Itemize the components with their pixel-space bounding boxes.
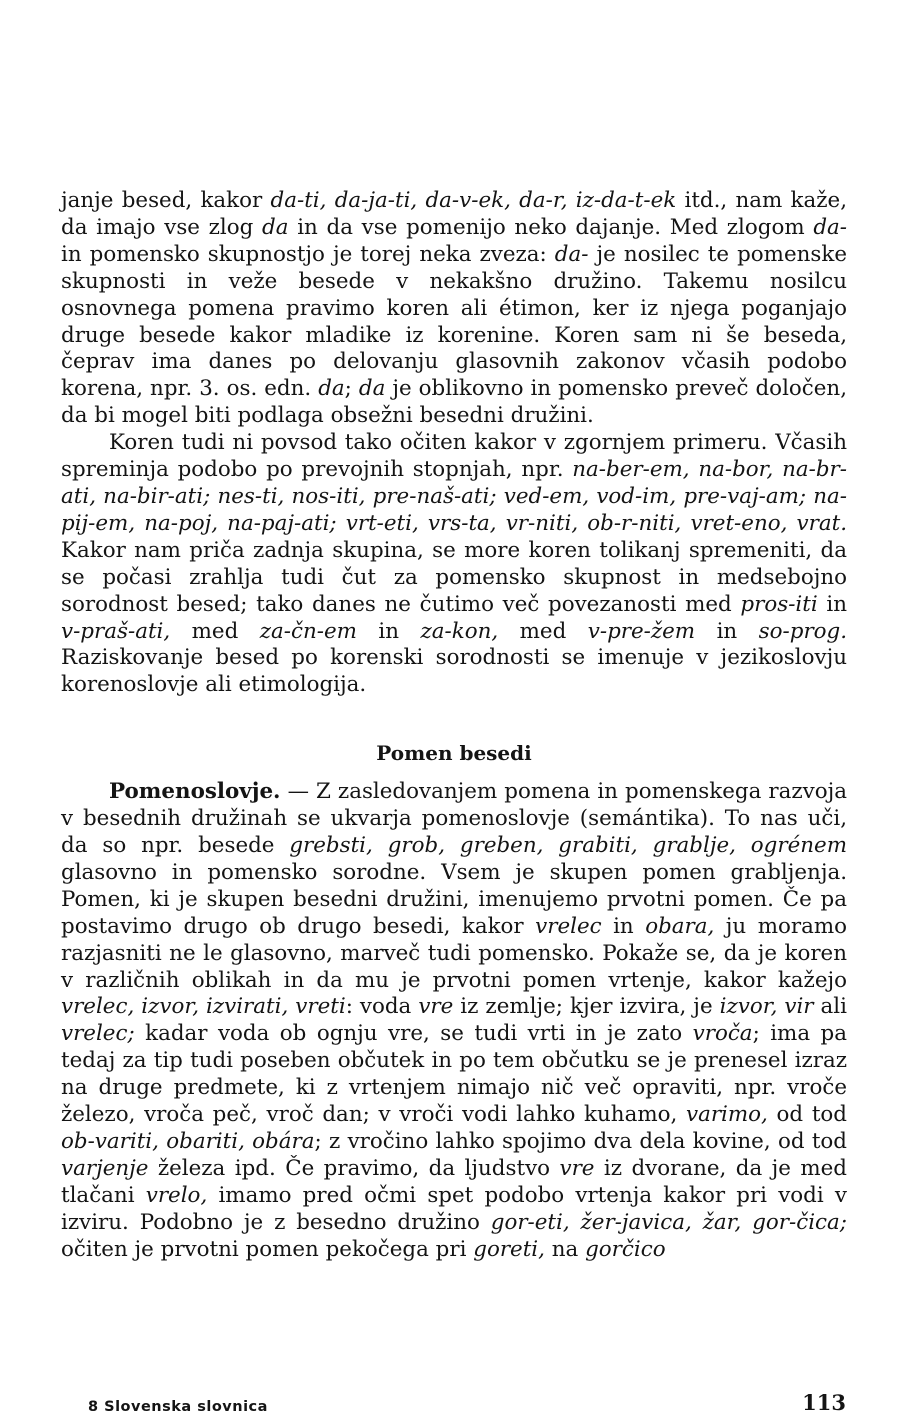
- text-run: ;: [344, 376, 359, 402]
- paragraph: [61, 188, 847, 430]
- text-run: janje besed, kakor: [61, 188, 271, 213]
- italic-example: vrelec: [535, 913, 602, 939]
- paragraph: [61, 430, 847, 699]
- italic-example: grebsti, grob, greben, grabiti, grablje, ogrénem: [289, 833, 847, 859]
- text-run: glasovno in pomensko sorodne. Vsem je skupen pomen grabljenja. Pomen, ki je skupen besedni družini, imenujemo prvotni pomen. Če pa postavimo drugo ob drugo besedi, kakor: [61, 859, 847, 939]
- text-run: in pomensko skupnostjo je torej neka zveza:: [61, 241, 555, 267]
- text-run: iz zemlje; kjer izvira, je: [453, 994, 720, 1020]
- italic-example: vroča: [692, 1021, 753, 1047]
- text-run: je nosilec te pomenske skupnosti in veže besede v nekakšno družino. Takemu nosilcu osnovnega pomena pravimo koren ali étimon, ker iz njega poganjajo druge besede kakor mladike iz korenine. Koren sam ni še beseda, čeprav ima danes po delovanju glasovnih zakonov včasih podobo korena, npr. 3. os. edn.: [61, 241, 847, 402]
- text-run: in: [356, 618, 421, 644]
- text-run: Raziskovanje besed po korenski sorodnosti se imenuje v jezikoslovju korenoslovje ali etimologija.: [61, 645, 847, 698]
- italic-example: pros-iti: [740, 591, 818, 617]
- italic-example: gorčico: [585, 1236, 666, 1262]
- text-run: med: [498, 618, 588, 644]
- italic-example: vre: [418, 994, 454, 1020]
- text-run: je oblikovno in pomensko preveč določen, da bi mogel biti podlaga obsežni besedni družini.: [61, 376, 847, 429]
- text-run: očiten je prvotni pomen pekočega pri: [61, 1236, 474, 1262]
- body-text-before-heading: [61, 188, 847, 699]
- text-run: na: [544, 1236, 586, 1262]
- text-run: ju moramo razjasniti ne le glasovno, marveč tudi pomensko. Pokaže se, da je koren v različnih oblikah in da mu je prvotni pomen vrtenje, kakor kažejo: [61, 913, 848, 993]
- text-run: kadar voda ob ognju vre, se tudi vrti in je zato: [134, 1021, 693, 1047]
- text-run: železa ipd. Če pravimo, da ljudstvo: [148, 1155, 560, 1181]
- text-run: ali: [813, 994, 847, 1020]
- italic-example: vrelo,: [145, 1182, 208, 1208]
- text-run: : voda: [345, 994, 419, 1020]
- italic-example: vre: [559, 1155, 595, 1181]
- page-number: 113: [802, 1390, 846, 1415]
- text-run: — Z zasledovanjem pomena in pomenskega razvoja v besednih družinah se ukvarja pomenoslovje (semántika). To nas uči, da so npr. besede: [61, 779, 847, 859]
- italic-example: obara,: [645, 913, 715, 939]
- italic-example: da-: [554, 241, 589, 267]
- italic-example: varjenje: [61, 1155, 149, 1181]
- italic-example: vrelec;: [61, 1021, 135, 1047]
- italic-example: da-: [813, 214, 847, 240]
- italic-example: gor-eti, žer-javica, žar, gor-čica;: [490, 1209, 847, 1235]
- section-heading: Pomen besedi: [376, 741, 532, 766]
- text-run: Koren tudi ni povsod tako očiten kakor v zgornjem primeru. Včasih spreminja podobo po prevojnih stopnjah, npr.: [61, 430, 847, 483]
- page-text: [61, 188, 847, 1264]
- text-run: iz dvorane, da je med tlačani: [61, 1155, 847, 1208]
- text-run: in: [601, 913, 646, 939]
- italic-example: ob-variti, obariti, obára: [61, 1129, 315, 1154]
- text-run: in da vse pomenijo neko dajanje. Med zlogom: [288, 214, 814, 240]
- text-run: in: [817, 591, 847, 617]
- italic-example: so-prog.: [758, 618, 848, 644]
- italic-example: da: [358, 376, 386, 402]
- text-run: Kakor nam priča zadnja skupina, se more koren tolikanj spremeniti, da se počasi zrahlja tudi čut za pomensko skupnost in medsebojno sorodnost besed; tako danes ne čutimo več povezanosti med: [61, 537, 847, 617]
- text-run: imamo pred očmi spet podobo vrtenja kakor pri vodi v izviru. Podobno je z besedno družino: [61, 1182, 848, 1235]
- italic-example: da: [318, 376, 345, 402]
- italic-example: varimo,: [685, 1102, 768, 1128]
- printer-signature: 8 Slovenska slovnica: [88, 1399, 268, 1415]
- paragraph: [61, 779, 847, 1263]
- italic-example: vrelec, izvor, izvirati, vreti: [61, 994, 346, 1020]
- italic-example: za-čn-em: [259, 618, 357, 644]
- italic-example: izvor, vir: [719, 994, 814, 1020]
- text-run: od tod: [767, 1102, 847, 1128]
- page-footer: [88, 1385, 846, 1415]
- text-run: itd., nam kaže, da imajo vse zlog: [61, 188, 847, 240]
- text-run: in: [695, 618, 759, 644]
- bold-term: Pomenoslovje.: [109, 779, 281, 805]
- text-run: ; ima pa tedaj za tip tudi poseben občutek in po tem občutku se je prenesel izraz na druge predmete, ki z vrtenjem nimajo nič več opraviti, npr. vroče železo, vroča peč, vroč dan; v vroči vodi lahko kuhamo,: [61, 1021, 847, 1128]
- italic-example: na-ber-em, na-bor, na-br-ati, na-bir-ati; nes-ti, nos-iti, pre-naš-ati; ved-em, vod-im, pre-vaj-am; na-pij-em, na-poj, na-paj-ati; vrt-eti, vrs-ta, vr-niti, ob-r-niti, vret-eno, vrat.: [61, 457, 848, 536]
- italic-example: da-ti, da-ja-ti, da-v-ek, da-r, iz-da-t-ek: [270, 188, 677, 213]
- italic-example: v-pre-žem: [587, 618, 696, 644]
- text-run: ; z vročino lahko spojimo dva dela kovine, od tod: [314, 1129, 847, 1154]
- italic-example: da: [262, 214, 289, 240]
- italic-example: za-kon,: [420, 618, 499, 644]
- body-text-after-heading: [61, 779, 847, 1263]
- italic-example: v-praš-ati,: [61, 618, 171, 644]
- italic-example: goreti,: [473, 1236, 545, 1262]
- text-run: med: [170, 618, 260, 644]
